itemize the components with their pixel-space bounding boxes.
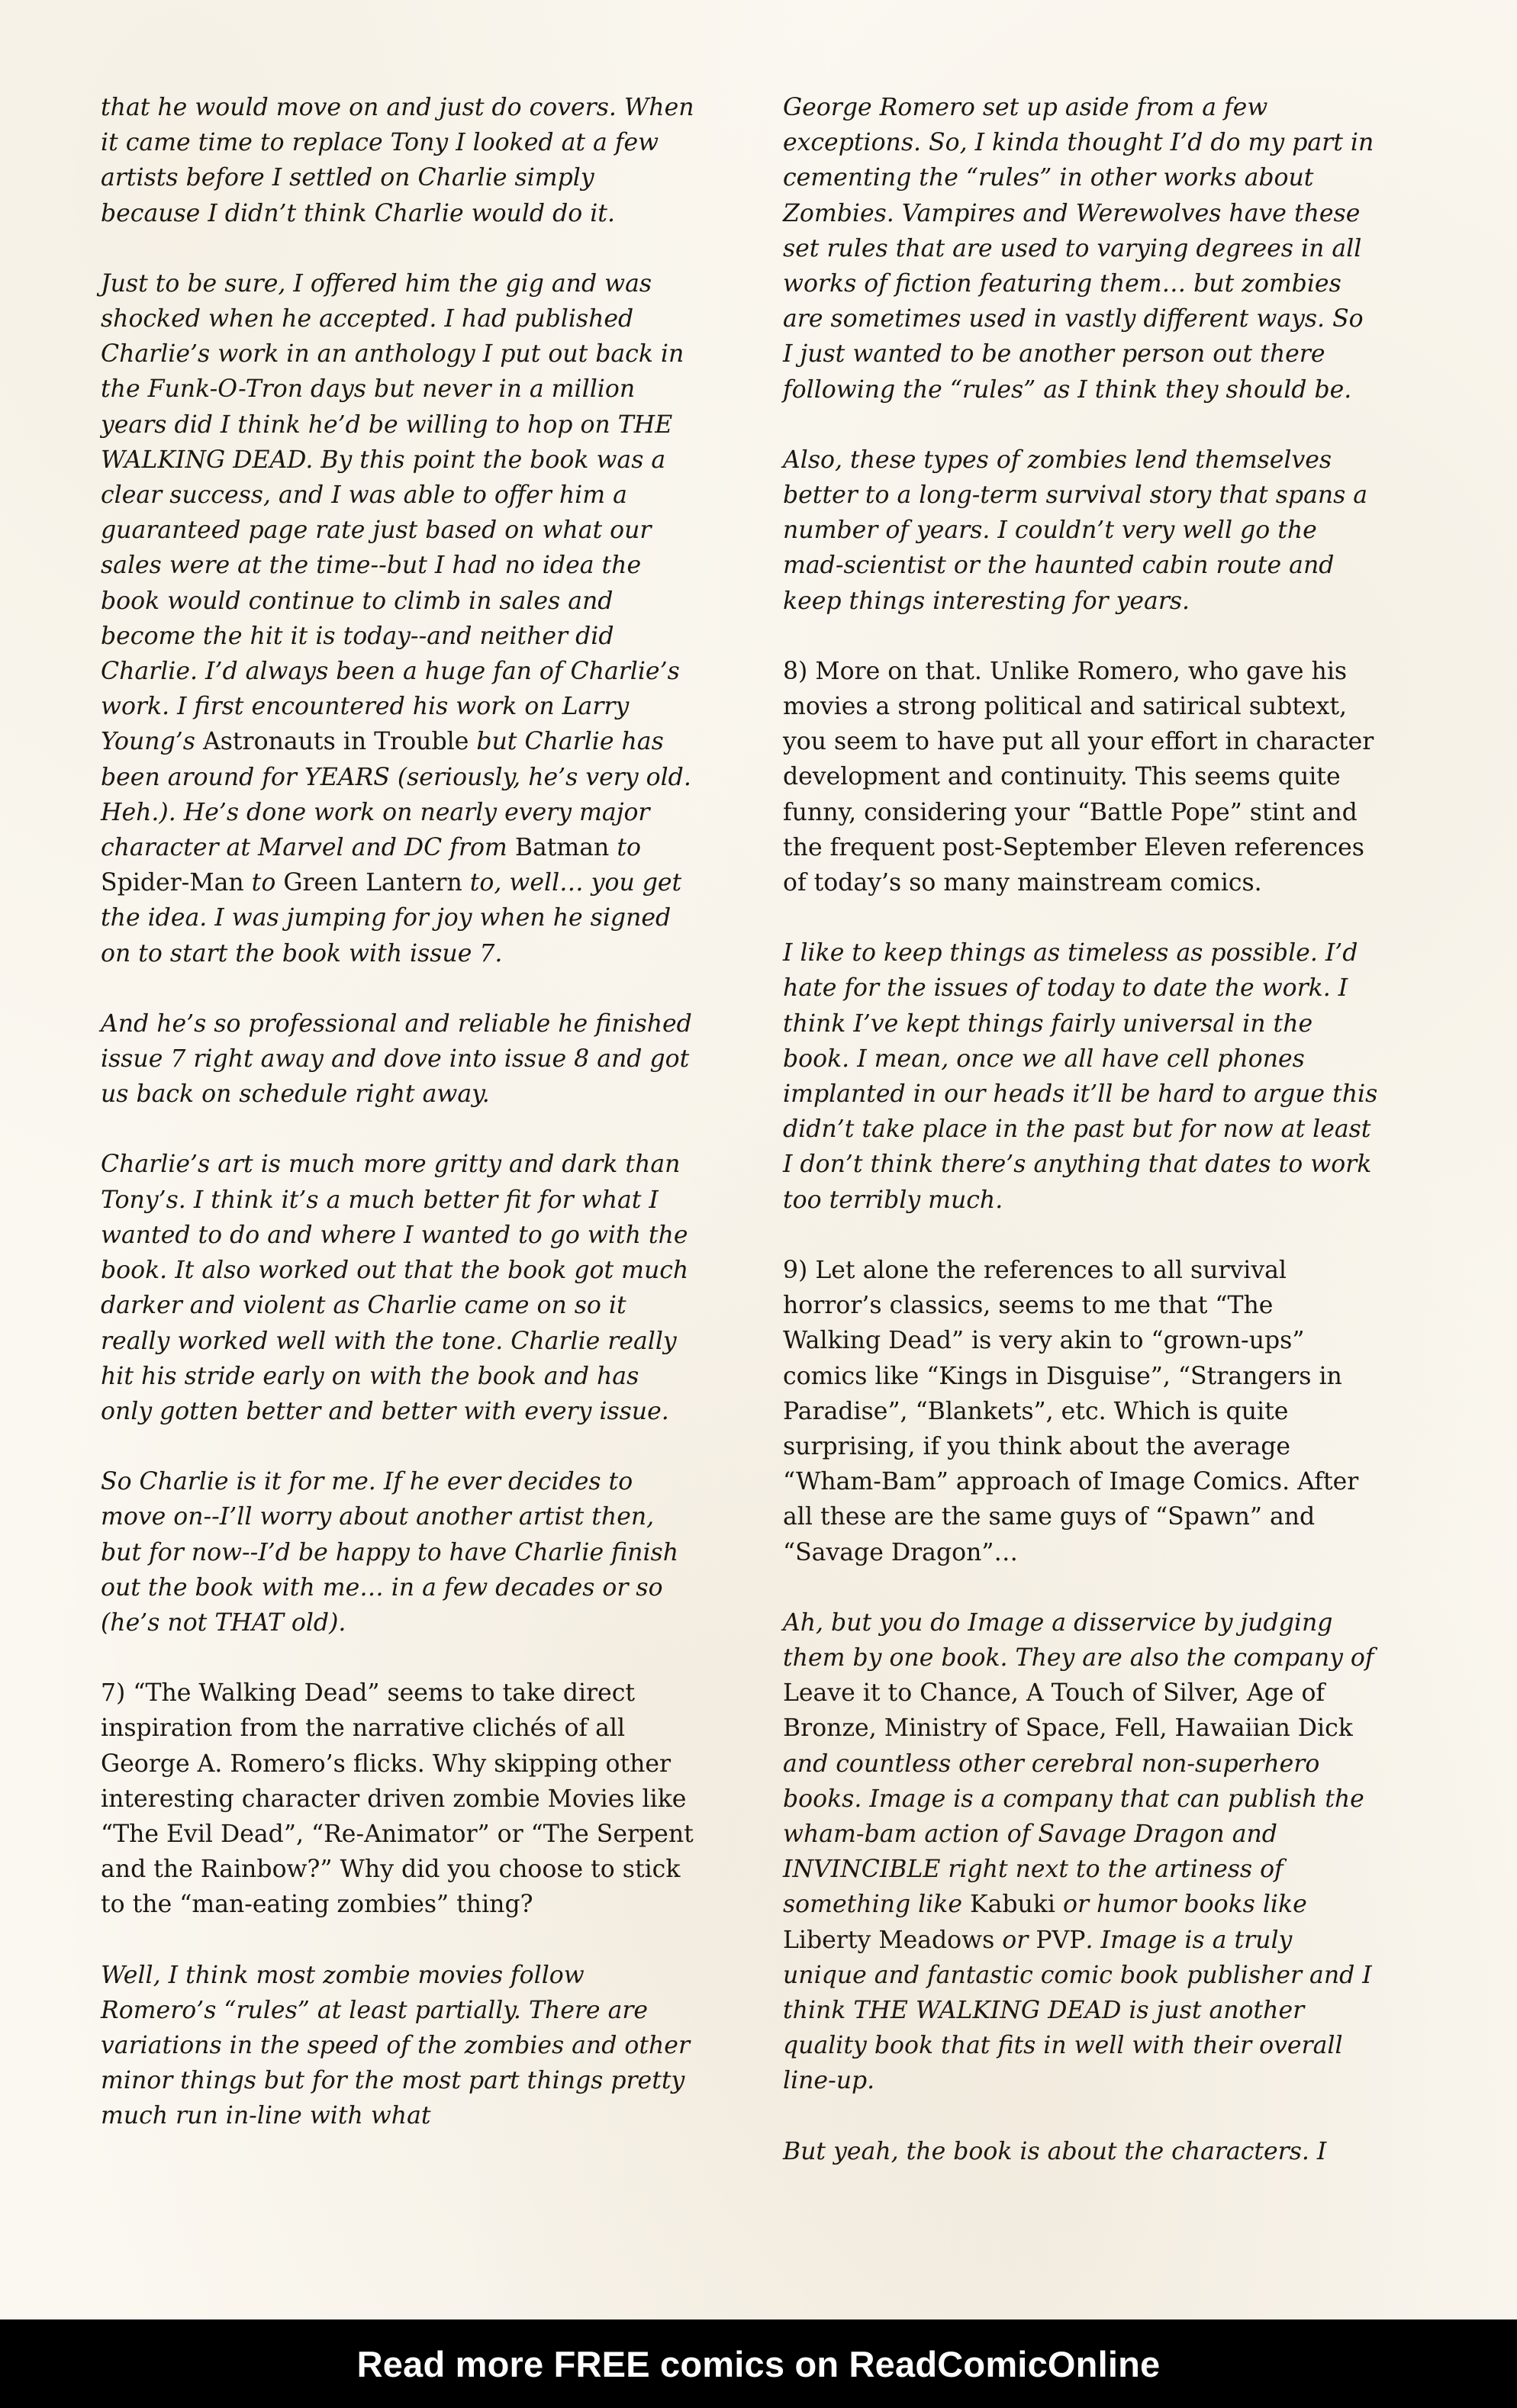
book-title-astronauts: Astronauts in Trouble: [202, 728, 469, 756]
book-title-batman: Batman: [514, 834, 610, 862]
answer-text: Ah, but you do Image a disservice by judging them by one book. They are also the company of: [783, 1608, 1374, 1672]
book-title-liberty-meadows: Liberty Meadows: [783, 1926, 995, 1954]
answer-8: I like to keep things as timeless as possible. I’d hate for the issues of today to date the work. I think I’ve kept things fairly universal in the book. I mean, once we all have cell phones implanted in our heads it’ll be hard to argue this didn’t take place in the past but for now at least I don’t think there’s anything that dates to work too terribly much.: [783, 939, 1378, 1214]
answer-text: . Image is a truly unique and fantastic comic book publisher and I think THE WALKING DEAD is just another quality book that fits in well with their overall line-up.: [783, 1926, 1372, 2095]
book-title-green-lantern: Green Lantern: [283, 869, 462, 897]
question-8: 8) More on that. Unlike Romero, who gave his movies a strong political and satirical subtext, you seem to have put all your effort in character development and continuity. This seems quite funny, considering your “Battle Pope” stint and the frequent post-September Eleven references of today’s so many mainstream comics.: [783, 657, 1374, 897]
answer-9: [783, 1605, 1378, 2099]
answer-7-continued: George Romero set up aside from a few exceptions. So, I kinda thought I’d do my part in cementing the “rules” in other works about Zombies. Vampires and Werewolves have these set rules that are used to varying degrees in all works of fiction featuring them… but zombies are sometimes used in vastly different ways. So I just wanted to be another person out there following the “rules” as I think they should be.: [783, 94, 1374, 404]
answer-text: or humor books like: [1062, 1891, 1307, 1919]
book-titles-list: Leave it to Chance, A Touch of Silver, Age of Bronze, Ministry of Space, Fell, Hawaiian Dick: [783, 1679, 1353, 1743]
answer-7: Well, I think most zombie movies follow Romero’s “rules” at least partially. There are variations in the speed of the zombies and other minor things but for the most part things pretty much run in-line with what: [101, 1961, 690, 2130]
question-9: 9) Let alone the references to all survival horror’s classics, seems to me that “The Walking Dead” is very akin to “grown-ups” comics like “Kings in Disguise”, “Strangers in Paradise”, “Blankets”, etc. Which is quite surprising, if you think about the average “Wham-Bam” approach of Image Comics. After all these are the same guys of “Spawn” and “Savage Dragon”…: [783, 1256, 1359, 1566]
answer-text: or: [1002, 1926, 1029, 1954]
answer-text: to, well… you get the idea. I was jumping for joy when he signed on to start the book with issue 7.: [101, 869, 682, 967]
answer-paragraph-2: [101, 266, 696, 971]
right-column: [783, 90, 1378, 2204]
answer-text: but Charlie has been around for YEARS (seriously, he’s very old. Heh.). He’s done work on nearly every major character at Marvel and DC from: [101, 728, 691, 862]
answer-text: to: [617, 834, 641, 862]
answer-paragraph-5: So Charlie is it for me. If he ever decides to move on--I’ll worry about another artist then, but for now--I’d be happy to have Charlie finish out the book with me… in a few decades or so (he’s not THAT old).: [101, 1468, 678, 1637]
answer-paragraph-3: And he’s so professional and reliable he finished issue 7 right away and dove into issue 8 and got us back on schedule right away.: [101, 1009, 692, 1109]
answer-text: and countless other cerebral non-superhero books. Image is a company that can publish the wham-bam action of Savage Dragon and INVINCIBLE right next to the artiness of something like: [783, 1750, 1364, 1919]
footer-banner[interactable]: [0, 2319, 1517, 2408]
answer-text: Just to be sure, I offered him the gig and was shocked when he accepted. I had published Charlie’s work in an anthology I put out back in the Funk-O-Tron days but never in a million years did I think he’d be willing to hop on THE WALKING DEAD. By this point the book was a clear success, and I was able to offer him a guaranteed page rate just based on what our sales were at the time--but I had no idea the book would continue to climb in sales and become the hit it is today--and neither did Charlie. I’d always been a huge fan of Charlie’s work. I first encountered his work on Larry Young’s: [101, 269, 684, 756]
answer-9-last-paragraph: But yeah, the book is about the characters. I: [783, 2137, 1327, 2165]
book-title-pvp: PVP: [1035, 1926, 1086, 1954]
book-title-spider-man: Spider-Man: [101, 869, 244, 897]
answer-paragraph-4: Charlie’s art is much more gritty and dark than Tony’s. I think it’s a much better fit for what I wanted to do and where I wanted to go with the book. It also worked out that the book got much darker and violent as Charlie came on so it really worked well with the tone. Charlie really hit his stride early on with the book and has only gotten better and better with every issue.: [101, 1151, 689, 1425]
answer-7-paragraph-2: Also, these types of zombies lend themselves better to a long-term survival story that spans a number of years. I couldn’t very well go the mad-scientist or the haunted cabin route and keep things interesting for years.: [783, 446, 1368, 615]
question-7: 7) “The Walking Dead” seems to take direct inspiration from the narrative clichés of all George A. Romero’s flicks. Why skipping other interesting character driven zombie Movies like “The Evil Dead”, “Re-Animator” or “The Serpent and the Rainbow?” Why did you choose to stick to the “man-eating zombies” thing?: [101, 1679, 694, 1919]
left-column: [101, 90, 696, 2169]
footer-link-text[interactable]: Read more FREE comics on ReadComicOnline: [356, 2343, 1161, 2384]
book-title-kabuki: Kabuki: [970, 1891, 1055, 1919]
answer-paragraph-1: that he would move on and just do covers. When it came time to replace Tony I looked at a few artists before I settled on Charlie simply because I didn’t think Charlie would do it.: [101, 94, 694, 227]
answer-text: to: [251, 869, 276, 897]
